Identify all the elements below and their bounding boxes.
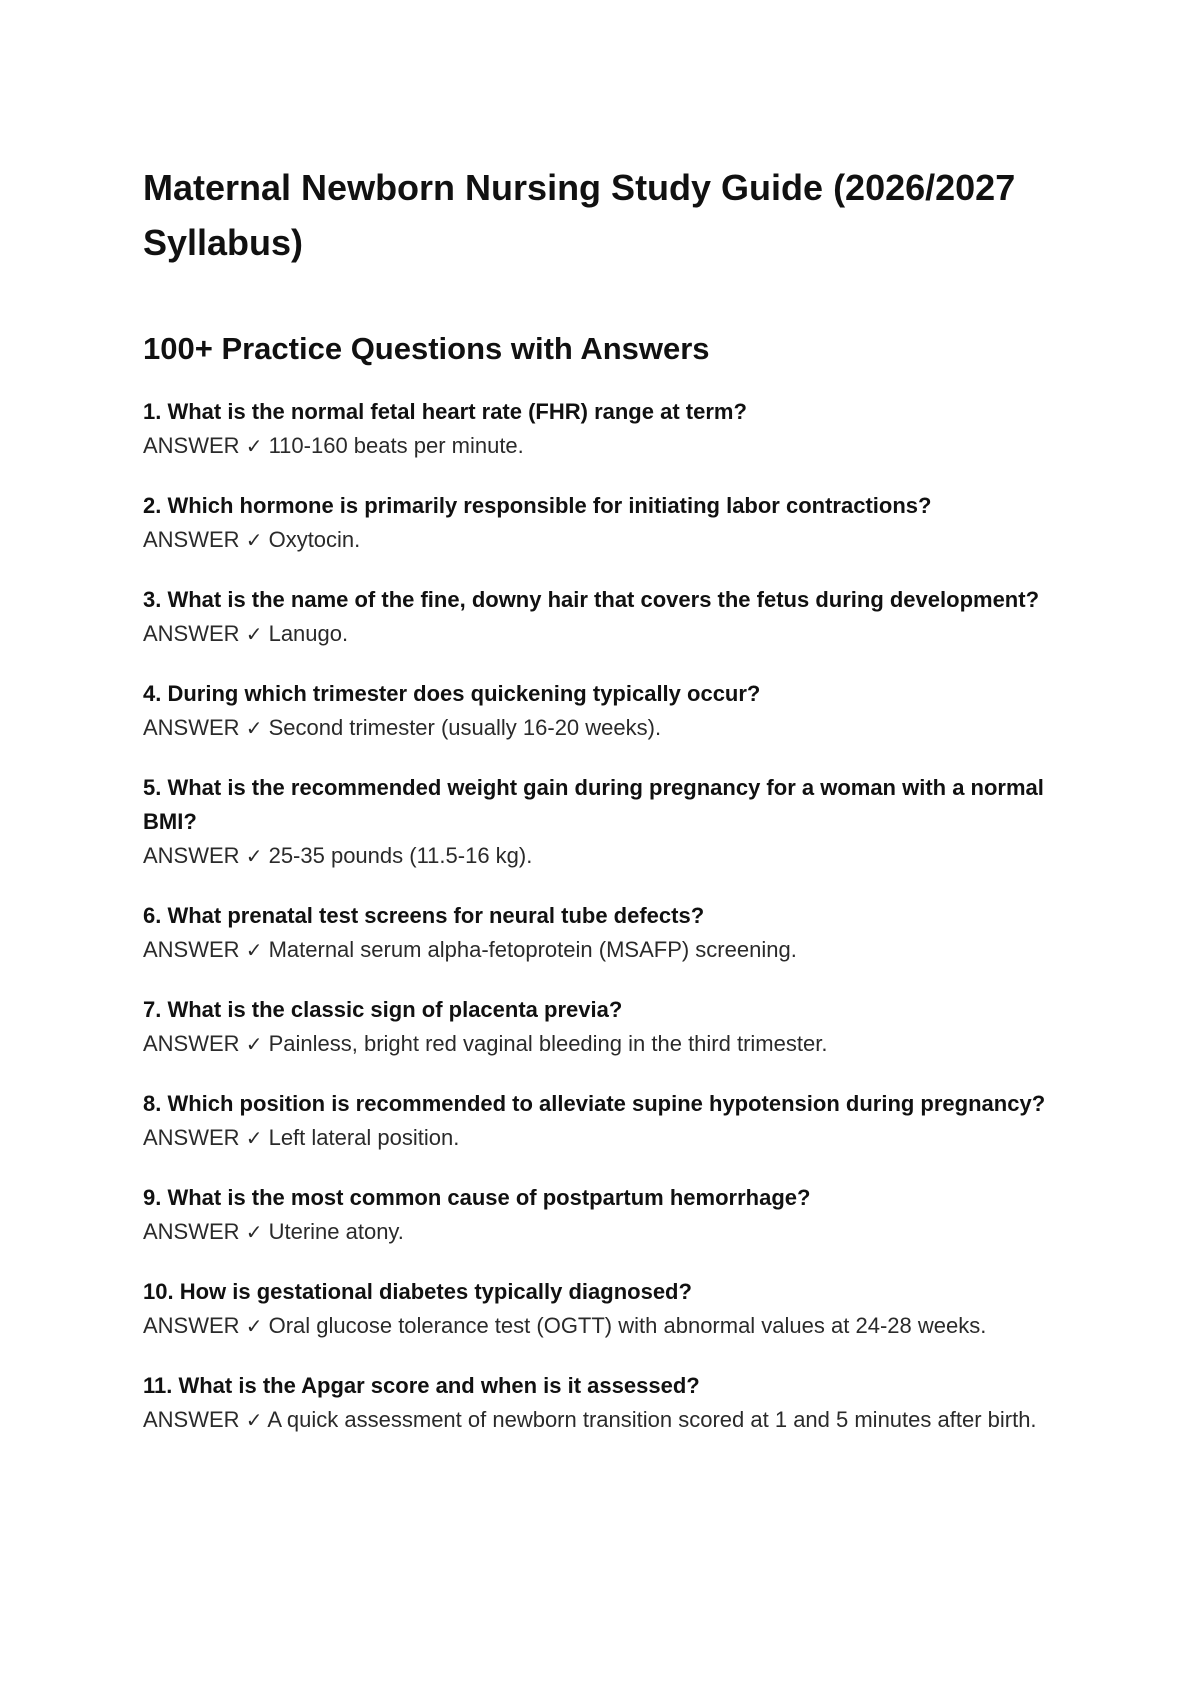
question-text: 5. What is the recommended weight gain during pregnancy for a woman with a normal BMI?	[143, 775, 1044, 834]
answer-text: Uterine atony.	[268, 1219, 404, 1244]
answer-line	[143, 1027, 1063, 1061]
answer-line	[143, 1121, 1063, 1155]
answer-line	[143, 617, 1063, 651]
check-mark-icon: ✓	[245, 716, 263, 740]
answer-prefix: ANSWER	[143, 621, 240, 646]
answer-prefix: ANSWER	[143, 1313, 240, 1338]
answer-text: 25-35 pounds (11.5-16 kg).	[268, 843, 533, 868]
qa-item	[143, 395, 1063, 463]
answer-text: Oral glucose tolerance test (OGTT) with abnormal values at 24-28 weeks.	[268, 1313, 987, 1338]
qa-item	[143, 677, 1063, 745]
answer-prefix: ANSWER	[143, 843, 240, 868]
qa-item	[143, 993, 1063, 1061]
answer-prefix: ANSWER	[143, 527, 240, 552]
question-text: 6. What prenatal test screens for neural tube defects?	[143, 903, 705, 928]
qa-item	[143, 489, 1063, 557]
answer-text: A quick assessment of newborn transition scored at 1 and 5 minutes after birth.	[267, 1407, 1037, 1432]
answer-line	[143, 429, 1063, 463]
answer-prefix: ANSWER	[143, 1407, 240, 1432]
check-mark-icon: ✓	[245, 622, 263, 646]
answer-prefix: ANSWER	[143, 937, 240, 962]
document-page	[143, 160, 1063, 1463]
answer-line	[143, 1403, 1063, 1437]
check-mark-icon: ✓	[245, 1220, 263, 1244]
answer-prefix: ANSWER	[143, 715, 240, 740]
answer-prefix: ANSWER	[143, 1219, 240, 1244]
question-text: 4. During which trimester does quickening typically occur?	[143, 681, 761, 706]
answer-line	[143, 1309, 1063, 1343]
answer-line	[143, 839, 1063, 873]
check-mark-icon: ✓	[245, 844, 263, 868]
qa-item	[143, 1369, 1063, 1437]
answer-text: Painless, bright red vaginal bleeding in the third trimester.	[268, 1031, 828, 1056]
answer-line	[143, 523, 1063, 557]
answer-text: Lanugo.	[268, 621, 349, 646]
check-mark-icon: ✓	[245, 1408, 263, 1432]
document-title: Maternal Newborn Nursing Study Guide (2026/2027 Syllabus)	[143, 167, 1016, 263]
question-text: 10. How is gestational diabetes typically diagnosed?	[143, 1279, 692, 1304]
question-text: 1. What is the normal fetal heart rate (FHR) range at term?	[143, 399, 747, 424]
question-text: 3. What is the name of the fine, downy hair that covers the fetus during development?	[143, 587, 1040, 612]
check-mark-icon: ✓	[245, 434, 263, 458]
qa-item	[143, 899, 1063, 967]
answer-text: Left lateral position.	[268, 1125, 460, 1150]
answer-text: 110-160 beats per minute.	[268, 433, 524, 458]
question-text: 7. What is the classic sign of placenta previa?	[143, 997, 623, 1022]
qa-item	[143, 771, 1063, 873]
question-text: 8. Which position is recommended to alleviate supine hypotension during pregnancy?	[143, 1091, 1046, 1116]
check-mark-icon: ✓	[245, 1032, 263, 1056]
question-text: 9. What is the most common cause of postpartum hemorrhage?	[143, 1185, 811, 1210]
answer-text: Maternal serum alpha-fetoprotein (MSAFP) screening.	[268, 937, 797, 962]
answer-text: Second trimester (usually 16-20 weeks).	[268, 715, 662, 740]
answer-line	[143, 1215, 1063, 1249]
question-text: 11. What is the Apgar score and when is it assessed?	[143, 1373, 700, 1398]
check-mark-icon: ✓	[245, 938, 263, 962]
answer-prefix: ANSWER	[143, 433, 240, 458]
section-title: 100+ Practice Questions with Answers	[143, 331, 710, 366]
check-mark-icon: ✓	[245, 1126, 263, 1150]
answer-line	[143, 711, 1063, 745]
check-mark-icon: ✓	[245, 1314, 263, 1338]
question-text: 2. Which hormone is primarily responsible for initiating labor contractions?	[143, 493, 932, 518]
qa-item	[143, 1087, 1063, 1155]
qa-item	[143, 1275, 1063, 1343]
answer-text: Oxytocin.	[268, 527, 361, 552]
qa-item	[143, 1181, 1063, 1249]
qa-list	[143, 395, 1063, 1437]
answer-prefix: ANSWER	[143, 1125, 240, 1150]
answer-line	[143, 933, 1063, 967]
qa-item	[143, 583, 1063, 651]
answer-prefix: ANSWER	[143, 1031, 240, 1056]
check-mark-icon: ✓	[245, 528, 263, 552]
